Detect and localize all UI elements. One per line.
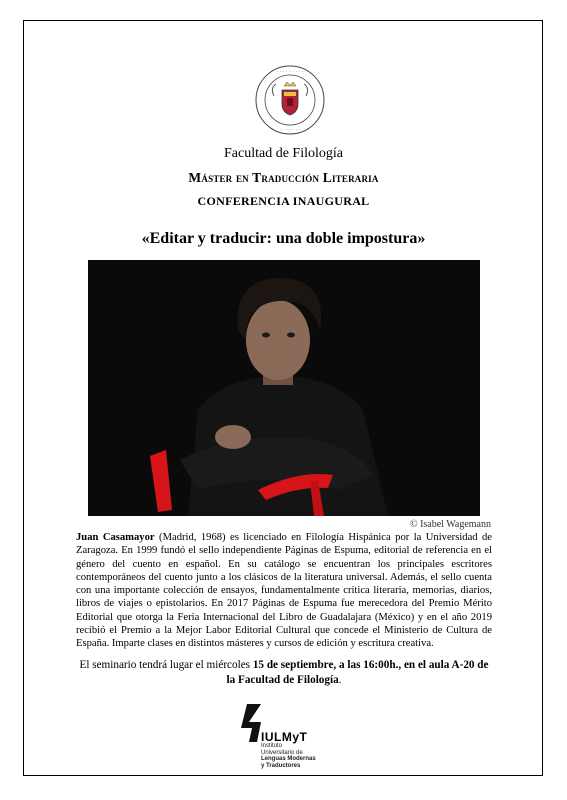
event-type: CONFERENCIA INAUGURAL [197, 194, 370, 208]
photo-credit: © Isabel Wagemann [409, 519, 491, 530]
speaker-bio [76, 531, 492, 651]
logo-subtitle [261, 743, 316, 769]
speaker-name: Juan Casamayor [76, 532, 155, 543]
logo-line-1: Instituto [261, 743, 283, 749]
speaker-photo [88, 260, 480, 516]
event-details [76, 658, 492, 688]
logo-line-3-text: Lenguas Modernas [261, 756, 316, 762]
logo-line-4-text: y Traductores [261, 762, 301, 769]
logo-brand: IULMyT [261, 730, 308, 744]
venue-prefix: El seminario tendrá lugar el miércoles [79, 659, 253, 671]
talk-title: «Editar y traducir: una doble impostura» [141, 230, 426, 247]
venue-date-place: 15 de septiembre, a las 16:00h., en el aula A-20 de la Facultad de Filología [226, 659, 489, 686]
bio-text: (Madrid, 1968) es licenciado en Filología Hispánica por la Universidad de Zaragoza. En 1999 fundó el sello independiente Páginas de Espuma, editorial de referencia en el género del cuento en español. En su catálogo se encuentran los principales escritores contemporáneos del cuento junto a los clásicos de la literatura universal. Además, el sello cuenta con una importante colección de ensayos, fundamentalmente crítica literaria, memorias, diarios, libros de viajes o epistolarios. En 2017 Páginas de Espuma fue merecedora del Premio Mérito Editorial que otorga la Feria Internacional del Libro de Guadalajara (México) y en el año 2019 recibió el Premio a la Mejor Labor Editorial Cultural que concede el Ministerio de Cultura de España. Imparte clases en distintos másteres y cursos de edición y escritura creativa. [76, 532, 492, 650]
logo-line-2: Universitario de [261, 749, 303, 756]
master-title: Máster en Traducción Literaria [188, 170, 379, 185]
svg-text:· · · · · · · · ·: · · · · · · · · · [276, 69, 304, 75]
university-seal-icon [254, 64, 326, 136]
speaker-portrait-image [88, 260, 480, 516]
venue-suffix: . [338, 674, 342, 686]
faculty-name: Facultad de Filología [224, 146, 343, 161]
logo-line-4 [261, 763, 316, 770]
svg-text:· · · · · · ·: · · · · · · · [279, 127, 301, 133]
iulmyt-logo [239, 696, 325, 768]
